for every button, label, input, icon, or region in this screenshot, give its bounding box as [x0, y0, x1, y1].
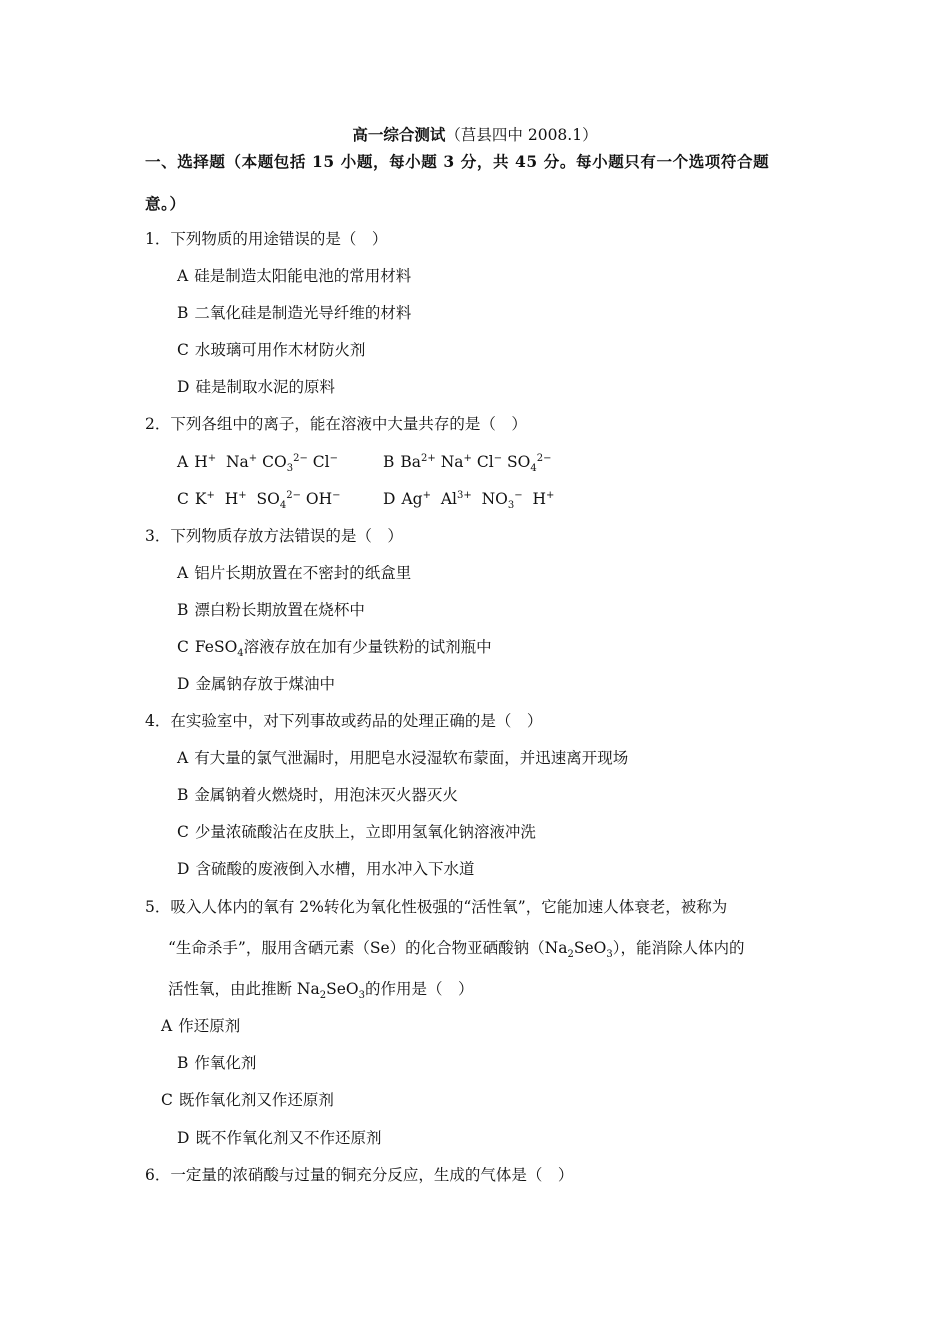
ion-charge: + — [463, 452, 472, 464]
option-text: 作氧化剂 — [194, 1054, 257, 1072]
ion: CO — [262, 453, 287, 471]
ion-subscript: 3 — [286, 463, 294, 475]
question-3-option-c — [177, 637, 492, 660]
option-label: D — [177, 675, 190, 693]
option-text: 漂白粉长期放置在烧杯中 — [194, 601, 365, 619]
stem-text: 活性氧，由此推断 Na — [168, 980, 320, 998]
formula-subscript: 3 — [606, 949, 613, 961]
ion-subscript: 4 — [279, 500, 287, 512]
ion: H — [194, 453, 208, 471]
option-text: 溶液存放在加有少量铁粉的试剂瓶中 — [243, 638, 492, 656]
ion: Na — [225, 453, 249, 471]
ion: SO — [507, 453, 531, 471]
question-5-stem-line3 — [168, 979, 474, 1002]
stem-text: 的作用是（ ） — [364, 980, 474, 998]
option-text: 硅是制造太阳能电池的常用材料 — [194, 267, 412, 285]
ion: H — [532, 490, 547, 508]
ion: Al — [440, 490, 457, 508]
question-5-stem-line1: 5．吸入人体内的氧有 2%转化为氧化性极强的“活性氧”，它能加速人体衰老，被称为 — [145, 898, 728, 916]
stem-text: SeO — [573, 939, 607, 957]
exam-title-sub: （莒县四中 2008.1） — [445, 126, 598, 144]
question-3-option-a — [177, 563, 411, 583]
option-text: 铝片长期放置在不密封的纸盒里 — [194, 564, 412, 582]
ion-subscript: 3 — [507, 500, 515, 512]
option-text: 金属钠着火燃烧时，用泡沫灭火器灭火 — [194, 786, 458, 804]
ion-charge: 2− — [293, 452, 308, 464]
formula: FeSO — [194, 638, 238, 656]
option-text: 既作氧化剂又作还原剂 — [178, 1091, 334, 1109]
ion-charge: − — [332, 489, 341, 501]
question-4-option-a — [177, 748, 628, 768]
question-1-option-d — [177, 377, 335, 397]
question-5-option-c — [161, 1090, 334, 1110]
option-label: C — [161, 1091, 173, 1109]
ion-charge: + — [248, 452, 258, 464]
stem-text: SeO — [326, 980, 359, 998]
question-4-stem: 4．在实验室中，对下列事故或药品的处理正确的是（ ） — [145, 712, 543, 730]
question-3-option-d — [177, 674, 335, 694]
ion: Ba — [400, 453, 422, 471]
question-5-option-a — [161, 1016, 240, 1036]
question-6-stem: 6．一定量的浓硝酸与过量的铜充分反应，生成的气体是（ ） — [145, 1166, 574, 1184]
option-label: C — [177, 490, 189, 508]
option-text: 水玻璃可用作木材防火剂 — [194, 341, 366, 359]
ion-charge: + — [238, 489, 247, 501]
option-label: B — [177, 304, 189, 322]
question-1-option-c — [177, 340, 365, 360]
question-2-option-d — [383, 489, 555, 512]
ion-charge: 2− — [536, 452, 552, 464]
option-text: 有大量的氯气泄漏时，用肥皂水浸湿软布蒙面，并迅速离开现场 — [194, 749, 629, 767]
question-2-option-b — [383, 452, 552, 475]
question-1-stem: 1．下列物质的用途错误的是（ ） — [145, 230, 388, 248]
ion-subscript: 4 — [530, 463, 537, 475]
formula-subscript: 4 — [237, 648, 244, 660]
option-label: B — [177, 786, 189, 804]
option-label: C — [177, 341, 189, 359]
option-label: A — [177, 453, 189, 471]
stem-text: “生命杀手”，服用含硒元素（Se）的化合物亚硒酸钠（Na — [168, 939, 568, 957]
ion: Cl — [476, 453, 494, 471]
option-text: 作还原剂 — [178, 1017, 241, 1035]
question-5-stem-line2 — [168, 938, 745, 961]
ion: K — [194, 490, 207, 508]
ion-charge: + — [422, 489, 431, 501]
option-label: D — [177, 378, 190, 396]
question-4-option-d — [177, 859, 474, 879]
question-2-stem: 2．下列各组中的离子，能在溶液中大量共存的是（ ） — [145, 415, 527, 433]
question-2-option-a — [177, 452, 338, 475]
option-text: 硅是制取水泥的原料 — [195, 378, 335, 396]
ion-charge: − — [329, 452, 338, 464]
ion-charge: + — [207, 452, 217, 464]
formula-subscript: 2 — [567, 949, 574, 961]
question-2-option-c — [177, 489, 341, 512]
ion-charge: 2+ — [421, 452, 436, 464]
ion-charge: 2− — [286, 489, 301, 501]
ion: SO — [256, 490, 280, 508]
exam-title-main: 高一综合测试 — [352, 125, 446, 144]
ion: OH — [305, 490, 333, 508]
question-5-option-d — [177, 1128, 381, 1148]
ion: H — [224, 490, 239, 508]
formula-subscript: 3 — [358, 990, 365, 1002]
option-label: C — [177, 823, 189, 841]
option-label: C — [177, 638, 189, 656]
option-label: A — [161, 1017, 173, 1035]
option-label: A — [177, 267, 189, 285]
section-heading-line1: 一、选择题（本题包括 15 小题，每小题 3 分，共 45 分。每小题只有一个选项符合题 — [145, 152, 770, 171]
question-4-option-b — [177, 785, 458, 805]
option-label: A — [177, 749, 189, 767]
exam-title — [0, 125, 950, 145]
question-1-option-b — [177, 303, 411, 323]
option-text: 二氧化硅是制造光导纤维的材料 — [194, 304, 412, 322]
option-label: D — [383, 490, 396, 508]
option-label: A — [177, 564, 189, 582]
question-3-stem: 3．下列物质存放方法错误的是（ ） — [145, 527, 403, 545]
ion-charge: 3+ — [456, 489, 472, 501]
ion: Na — [440, 453, 464, 471]
question-3-option-b — [177, 600, 365, 620]
section-heading-line2: 意。） — [145, 194, 186, 213]
ion-charge: + — [206, 489, 215, 501]
ion-charge: − — [493, 452, 503, 464]
ion-charge: + — [546, 489, 555, 501]
option-text: 既不作氧化剂又不作还原剂 — [195, 1129, 382, 1147]
question-1-option-a — [177, 266, 411, 286]
option-label: B — [177, 601, 189, 619]
option-text: 少量浓硫酸沾在皮肤上，立即用氢氧化钠溶液冲洗 — [194, 823, 536, 841]
ion: Ag — [401, 490, 423, 508]
option-text: 金属钠存放于煤油中 — [195, 675, 335, 693]
ion: Cl — [312, 453, 330, 471]
option-label: D — [177, 1129, 190, 1147]
option-text: 含硫酸的废液倒入水槽，用水冲入下水道 — [195, 860, 475, 878]
option-label: B — [383, 453, 395, 471]
question-4-option-c — [177, 822, 536, 842]
ion: NO — [481, 490, 508, 508]
ion-charge: − — [514, 489, 523, 501]
option-label: B — [177, 1054, 189, 1072]
option-label: D — [177, 860, 190, 878]
stem-text: ），能消除人体内的 — [612, 939, 745, 957]
question-5-option-b — [177, 1053, 256, 1073]
formula-subscript: 2 — [319, 990, 327, 1002]
